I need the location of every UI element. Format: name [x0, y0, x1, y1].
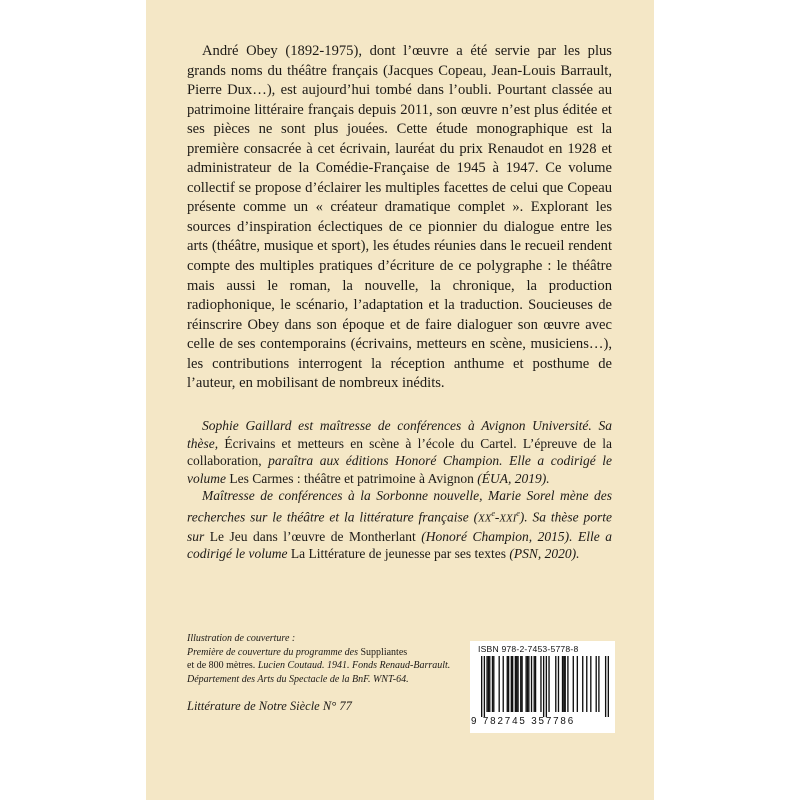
barcode-bar [507, 656, 508, 712]
bio-sorel-part-b: ). Sa thèse porte sur [187, 509, 612, 544]
barcode-bar [567, 656, 568, 712]
barcode-bar [535, 656, 536, 712]
bio-sorel-century-2-sup: e [516, 508, 520, 518]
barcode-bar [562, 656, 563, 712]
barcode-bar [511, 656, 512, 712]
bio-sorel-part-f: (PSN, 2020). [509, 546, 580, 561]
barcode-bar [558, 656, 559, 712]
barcode-bar [577, 656, 578, 712]
bio-sorel-part-a: Maîtresse de conférences à la Sorbonne nouvelle, Marie Sorel mène des recherches sur le théâtre et la littérature française ( [187, 488, 612, 524]
bio-sorel-thesis-title: Le Jeu dans l’œuvre de Montherlant [204, 528, 422, 544]
barcode-bar [525, 656, 526, 712]
barcode-bar [508, 656, 509, 712]
barcode-bar [489, 656, 490, 712]
bio-sorel-dash: - [494, 509, 500, 524]
credits-line-4: Département des Arts du Spectacle de la BnF. WNT-64. [187, 673, 409, 685]
barcode-bar [512, 656, 513, 712]
barcode-bar [546, 656, 547, 717]
bio-sorel-century-1-sup: e [491, 508, 495, 518]
barcode-bar [590, 656, 591, 712]
barcode-bar [565, 656, 566, 712]
bio-gaillard-part-c: paraîtra aux éditions Honoré Champion. Elle a codirigé le volume [187, 453, 612, 486]
credits-line-1: Illustration de couverture : [187, 633, 296, 644]
credits-line-3b: Lucien Coutaud. 1941. Fonds Renaud-Barrault. [255, 660, 451, 671]
bio-gaillard-part-a: Sophie Gaillard est maîtresse de conférences à Avignon Université. Sa thèse, [187, 418, 612, 451]
barcode-bar [499, 656, 500, 712]
barcode-bar [598, 656, 599, 712]
barcode-bar [515, 656, 516, 712]
barcode-bar [486, 656, 487, 712]
barcode-bar [528, 656, 529, 712]
bio-gaillard-volume-title: Les Carmes : théâtre et patrimoine à Avignon [225, 470, 478, 486]
credits-line-2b: Suppliantes [357, 646, 408, 658]
barcode-bar [481, 656, 482, 717]
credits-line-3a: et de 800 mètres. [187, 660, 256, 671]
bio-sorel-century-1: XX [478, 512, 492, 524]
cover-illustration-credits [187, 632, 487, 686]
barcode-bar [563, 656, 564, 712]
barcode-bar [555, 656, 556, 712]
bio-gaillard-part-e: (ÉUA, 2019). [477, 470, 550, 486]
barcode-bar [531, 656, 532, 712]
barcode-bar [534, 656, 535, 712]
barcode-bar [586, 656, 587, 712]
bio-sorel-century-2: XXI [499, 512, 517, 524]
barcode-bar [527, 656, 528, 712]
barcode-bar [503, 656, 504, 712]
isbn-barcode [470, 641, 615, 733]
bio-sorel-part-d: (Honoré Champion, 2015). Elle a codirigé le volume [187, 528, 612, 561]
barcode-bar [543, 656, 544, 717]
barcode-bars [481, 656, 609, 717]
barcode-bar [540, 656, 541, 712]
credits-line-2a: Première de couverture du programme des [187, 646, 358, 658]
credits-line-2 [187, 646, 487, 660]
isbn-label: ISBN 978-2-7453-5778-8 [478, 644, 579, 654]
barcode-bar [582, 656, 583, 712]
barcode-bar [488, 656, 489, 712]
credits-line-3 [187, 659, 487, 673]
barcode-bar [548, 656, 549, 712]
bio-gaillard-thesis-title: Écrivains et metteurs en scène à l’école du Cartel. L’épreuve de la collaboration, [187, 435, 612, 468]
abstract-paragraph: André Obey (1892-1975), dont l’œuvre a été servie par les plus grands noms du théâtre français (Jacques Copeau, Jean-Louis Barrault, Pierre Dux…), est aujourd’hui tombé dans l’oubli. Pourtant classée au patrimoine littéraire français depuis 2011, son œuvre n’est plus éditée et ses pièces ne sont plus jouées. Cette étude monographique est la première consacrée à cet écrivain, lauréat du prix Renaudot en 1928 et administrateur de la Comédie-Française de 1945 à 1947. Ce volume collectif se propose d’éclairer les multiples facettes de celui que Copeau présente comme un « créateur dramatique complet ». Explorant les sources d’inspiration éclectiques de ce pionnier du dialogue entre les arts (théâtre, musique et sport), les études réunies dans le recueil rendent compte des multiples pratiques d’écriture de ce polygraphe : le théâtre mais aussi le roman, la nouvelle, la chronique, la production radiophonique, le scénario, l’adaptation et la traduction. Soucieuses de réinscrire Obey dans son époque et de faire dialoguer son œuvre avec celle de ses contemporains (écrivains, metteurs en scène, musiciens…), les contributions interrogent la réception anthume et posthume de l’auteur, en mobilisant de nombreux inédits. [187, 43, 612, 392]
barcode-bar [520, 656, 521, 712]
barcode-bar [492, 656, 493, 712]
barcode-bar [605, 656, 606, 717]
barcode-bar [493, 656, 494, 712]
barcode-digits: 9 782745 357786 [471, 716, 576, 727]
series-title: Littérature de Notre Siècle N° 77 [187, 699, 352, 713]
bio-marie-sorel [187, 487, 612, 563]
barcode-bar [516, 656, 517, 712]
barcode-bar [596, 656, 597, 712]
barcode-bar [573, 656, 574, 712]
barcode-bar [608, 656, 609, 717]
barcode-bar [484, 656, 485, 717]
barcode-bar [521, 656, 522, 712]
editors-bios [187, 417, 612, 563]
book-abstract [187, 42, 612, 394]
bio-sophie-gaillard [187, 417, 612, 487]
bio-sorel-volume-title: La Littérature de jeunesse par ses textes [287, 546, 510, 561]
barcode-bar [517, 656, 518, 712]
